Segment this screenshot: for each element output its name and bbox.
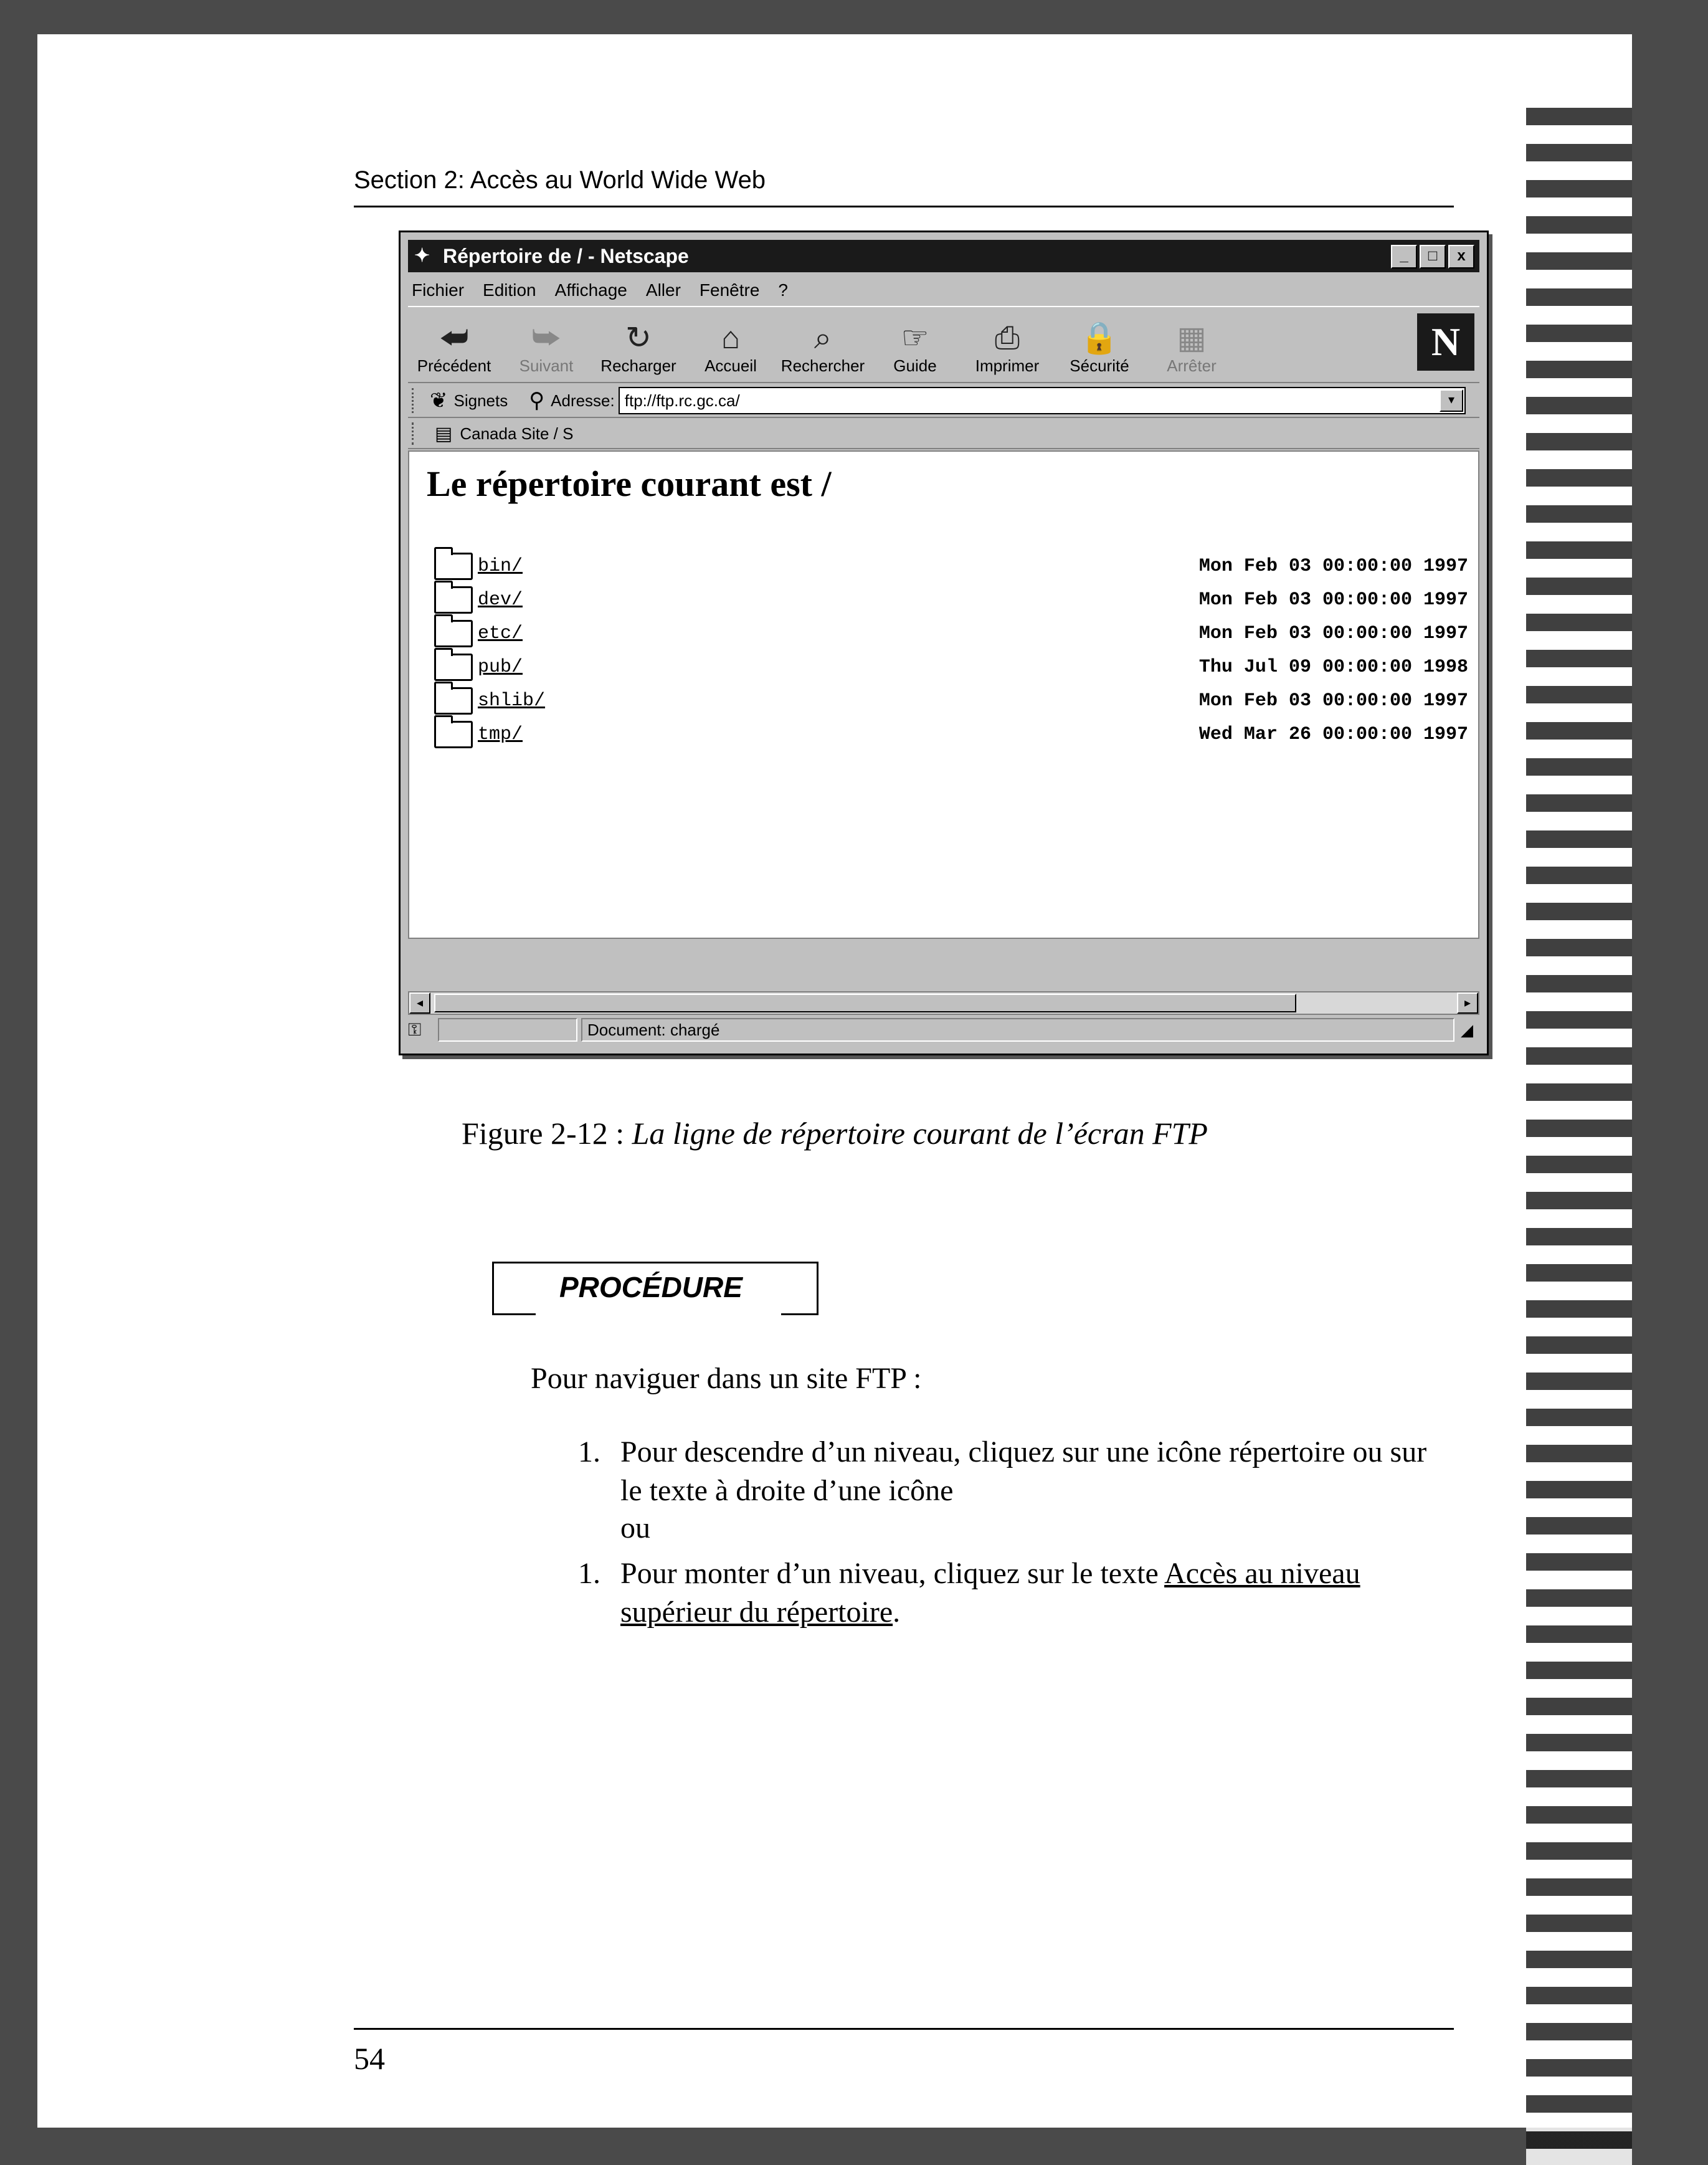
step-text-after: . xyxy=(893,1596,901,1629)
folder-icon[interactable] xyxy=(434,721,473,748)
caption-text: La ligne de répertoire courant de l’écran FTP xyxy=(632,1116,1208,1151)
lock-icon: 🔒 xyxy=(1079,320,1119,355)
box-bottom-left-edge xyxy=(492,1313,536,1315)
directory-row xyxy=(434,617,1468,650)
window-title: Répertoire de / - Netscape xyxy=(443,244,689,267)
header-rule xyxy=(354,206,1454,207)
caption-prefix: Figure 2-12 : xyxy=(462,1116,632,1151)
window-controls xyxy=(1391,245,1474,269)
or-text: ou xyxy=(620,1511,650,1544)
navigation-toolbar xyxy=(408,306,1479,383)
directory-date: Mon Feb 03 00:00:00 1997 xyxy=(1198,589,1468,611)
guide-icon: ☞ xyxy=(901,320,929,355)
directory-date: Mon Feb 03 00:00:00 1997 xyxy=(1198,690,1468,711)
menu-edition[interactable]: Edition xyxy=(483,280,536,300)
folder-icon[interactable] xyxy=(434,553,473,580)
bookmark-page-icon: ▤ xyxy=(435,423,453,444)
page xyxy=(37,34,1632,2128)
figure-caption xyxy=(37,1115,1632,1151)
scroll-left-arrow-icon[interactable]: ◂ xyxy=(409,992,430,1014)
netscape-app-icon: ✦ xyxy=(414,245,430,266)
chevron-down-icon[interactable]: ▾ xyxy=(1440,389,1463,412)
close-button[interactable]: x xyxy=(1448,245,1474,269)
box-left-edge xyxy=(492,1262,494,1315)
directory-link[interactable]: etc/ xyxy=(478,623,523,644)
directory-link[interactable]: bin/ xyxy=(478,556,523,577)
directory-heading: Le répertoire courant est / xyxy=(427,464,832,504)
guide-label: Guide xyxy=(893,356,937,375)
directory-date: Thu Jul 09 00:00:00 1998 xyxy=(1198,657,1468,678)
scrollbar-thumb[interactable] xyxy=(434,994,1296,1012)
title-bar xyxy=(408,240,1479,272)
toolbar-grip[interactable] xyxy=(412,388,422,413)
maximize-button[interactable]: □ xyxy=(1420,245,1446,269)
location-toolbar xyxy=(408,384,1479,418)
procedure-intro: Pour naviguer dans un site FTP : xyxy=(531,1362,922,1395)
menu-help[interactable]: ? xyxy=(778,280,788,300)
search-label: Rechercher xyxy=(780,356,865,375)
menu-bar xyxy=(412,277,788,303)
back-label: Précédent xyxy=(417,356,491,375)
print-label: Imprimer xyxy=(975,356,1040,375)
resize-grip-icon[interactable]: ◢ xyxy=(1461,1020,1473,1039)
status-bar xyxy=(408,1016,1479,1044)
personal-toolbar xyxy=(408,419,1479,449)
forward-button[interactable] xyxy=(500,307,592,382)
folder-icon[interactable] xyxy=(434,586,473,614)
personal-bookmark[interactable]: Canada Site / S xyxy=(460,424,574,443)
location-icon: ⚲ xyxy=(529,389,545,412)
print-button[interactable] xyxy=(961,307,1053,382)
back-icon: ⮨ xyxy=(439,320,469,355)
box-bottom-right-edge xyxy=(781,1313,818,1315)
directory-link[interactable]: shlib/ xyxy=(478,690,546,711)
footer-rule xyxy=(354,2028,1454,2030)
directory-row xyxy=(434,685,1468,717)
box-right-edge xyxy=(817,1262,818,1315)
security-button[interactable] xyxy=(1053,307,1146,382)
step-number: 1. xyxy=(578,1557,600,1590)
page-content xyxy=(408,450,1479,939)
scroll-right-arrow-icon[interactable]: ▸ xyxy=(1457,992,1478,1014)
print-icon: ⎙ xyxy=(995,320,1020,355)
netscape-window xyxy=(399,231,1489,1055)
home-label: Accueil xyxy=(705,356,757,375)
menu-fenetre[interactable]: Fenêtre xyxy=(699,280,760,300)
address-input[interactable] xyxy=(619,387,1466,414)
forward-icon: ⮩ xyxy=(531,320,561,355)
stop-button[interactable] xyxy=(1146,307,1238,382)
menu-aller[interactable]: Aller xyxy=(645,280,681,300)
forward-label: Suivant xyxy=(519,356,574,375)
step-number: 1. xyxy=(578,1435,600,1468)
netscape-logo: N xyxy=(1417,313,1474,371)
step-text-before: Pour monter d’un niveau, cliquez sur le texte xyxy=(620,1557,1165,1590)
home-button[interactable] xyxy=(685,307,777,382)
parent-directory-link-text: Accès au niveau supérieur du répertoire xyxy=(620,1557,1360,1629)
directory-row xyxy=(434,550,1468,583)
security-status-icon[interactable]: ⚿ xyxy=(408,1019,422,1039)
directory-row xyxy=(434,651,1468,683)
procedure-title: PROCÉDURE xyxy=(559,1271,743,1303)
address-label: Adresse: xyxy=(551,391,615,410)
back-button[interactable] xyxy=(408,307,500,382)
minimize-button[interactable]: _ xyxy=(1391,245,1417,269)
reload-icon: ↻ xyxy=(625,320,652,355)
directory-row xyxy=(434,584,1468,616)
stop-icon: ▦ xyxy=(1177,320,1207,355)
search-icon: ⌕ xyxy=(814,320,832,355)
directory-row xyxy=(434,718,1468,751)
folder-icon[interactable] xyxy=(434,620,473,647)
directory-date: Wed Mar 26 00:00:00 1997 xyxy=(1198,724,1468,745)
search-button[interactable] xyxy=(777,307,869,382)
menu-fichier[interactable]: Fichier xyxy=(412,280,465,300)
directory-link[interactable]: tmp/ xyxy=(478,724,523,745)
folder-icon[interactable] xyxy=(434,687,473,715)
guide-button[interactable] xyxy=(869,307,961,382)
box-top-edge xyxy=(492,1262,818,1263)
directory-link[interactable]: pub/ xyxy=(478,657,523,678)
stop-label: Arrêter xyxy=(1167,356,1217,375)
security-label: Sécurité xyxy=(1070,356,1129,375)
toolbar-grip[interactable] xyxy=(412,422,422,445)
bookmarks-button[interactable]: Signets xyxy=(453,391,508,410)
directory-date: Mon Feb 03 00:00:00 1997 xyxy=(1198,623,1468,644)
procedure-box xyxy=(492,1262,818,1315)
reload-button[interactable] xyxy=(592,307,685,382)
directory-date: Mon Feb 03 00:00:00 1997 xyxy=(1198,556,1468,577)
menu-affichage[interactable]: Affichage xyxy=(554,280,627,300)
step-text: Pour descendre d’un niveau, cliquez sur une icône répertoire ou sur le texte à droite d’une icône xyxy=(620,1435,1427,1507)
reload-label: Recharger xyxy=(600,356,676,375)
bookmarks-icon: ❦ xyxy=(430,389,448,412)
address-value: ftp://ftp.rc.gc.ca/ xyxy=(624,391,740,410)
horizontal-scrollbar[interactable] xyxy=(408,991,1479,1015)
progress-cell xyxy=(438,1018,577,1042)
folder-icon[interactable] xyxy=(434,654,473,681)
status-text: Document: chargé xyxy=(581,1018,1454,1042)
home-icon: ⌂ xyxy=(721,320,741,355)
directory-link[interactable]: dev/ xyxy=(478,589,523,611)
page-number: 54 xyxy=(354,2041,385,2076)
step-text xyxy=(620,1554,1430,1632)
running-head: Section 2: Accès au World Wide Web xyxy=(354,166,766,194)
